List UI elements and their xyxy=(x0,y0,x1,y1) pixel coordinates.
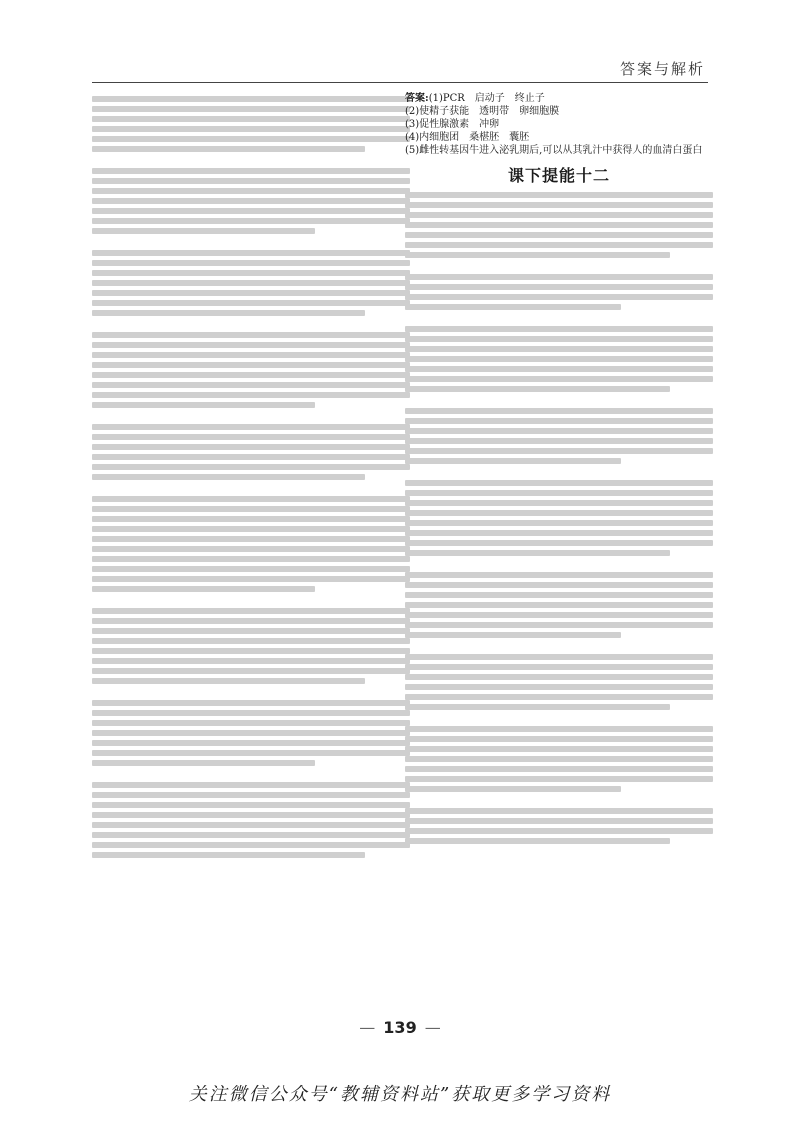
text-block-placeholder xyxy=(405,192,713,844)
answer-heading: 答案: xyxy=(405,93,429,104)
answer-line: (5)雌性转基因牛进入泌乳期后,可以从其乳汁中获得人的血清白蛋白 xyxy=(405,145,703,156)
section-title: 课下提能十二 xyxy=(507,166,610,185)
footer-note: 关注微信公众号“教辅资料站”获取更多学习资料 xyxy=(188,1084,612,1105)
header-rule xyxy=(92,82,708,83)
right-column xyxy=(405,92,713,848)
header-title: 答案与解析 xyxy=(619,60,705,78)
page-number-row: — 139 — xyxy=(359,1018,441,1037)
answer-line: (3)促性腺激素 冲卵 xyxy=(405,119,500,130)
left-column xyxy=(92,92,410,862)
page-number: 139 xyxy=(383,1018,417,1037)
text-block-placeholder xyxy=(92,96,410,858)
answer-line: (2)使精子获能 透明带 卵细胞膜 xyxy=(405,106,560,117)
answer-key-block xyxy=(405,92,713,157)
answer-line: (4)内细胞团 桑椹胚 囊胚 xyxy=(405,132,530,143)
answer-line: (1)PCR 启动子 终止子 xyxy=(428,93,545,104)
